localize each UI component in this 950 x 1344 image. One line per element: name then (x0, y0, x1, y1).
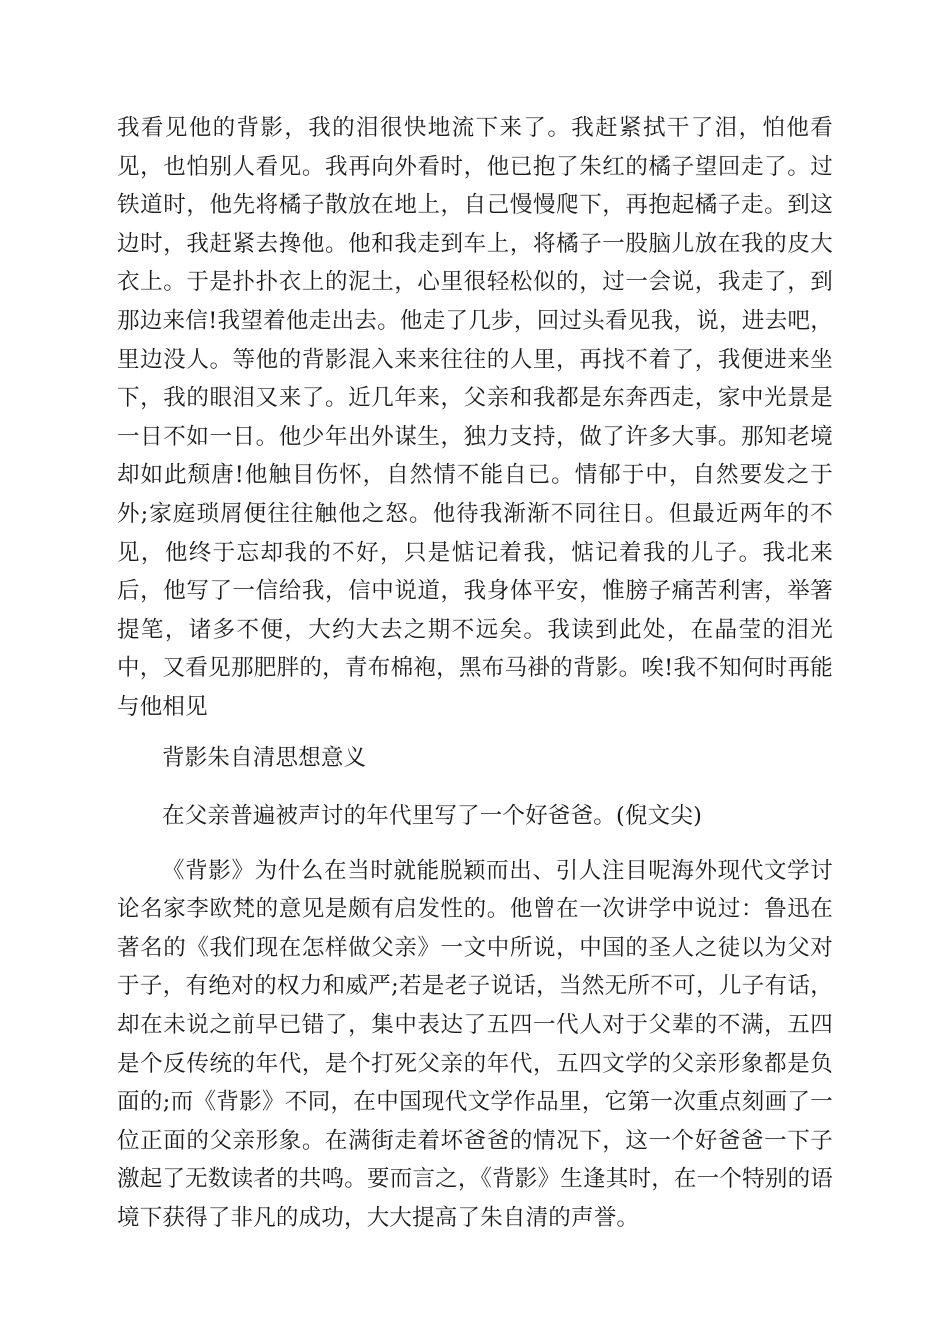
section-heading: 背影朱自清思想意义 (162, 744, 367, 771)
document-page (117, 109, 833, 1238)
body-paragraph-analysis: 《背影》为什么在当时就能脱颖而出、引人注目呢海外现代文学讨论名家李欧梵的意见是颇有启发性的。他曾在一次讲学中说过：鲁迅在著名的《我们现在怎样做父亲》一文中所说，中国的圣人之徒以为父对于子，有绝对的权力和威严;若是老子说话，当然无所不可，儿子有话，却在未说之前早已错了，集中表达了五四一代人对于父辈的不满，五四是个反传统的年代，是个打死父亲的年代，五四文学的父亲形象都是负面的;而《背影》不同，在中国现代文学作品里，它第一次重点刻画了一位正面的父亲形象。在满街走着坏爸爸的情况下，这一个好爸爸一下子激起了无数读者的共鸣。要而言之，《背影》生逢其时，在一个特别的语境下获得了非凡的成功，大大提高了朱自清的声誉。 (117, 857, 833, 1232)
body-paragraph-story: 我看见他的背影，我的泪很快地流下来了。我赶紧拭干了泪，怕他看见，也怕别人看见。我再向外看时，他已抱了朱红的橘子望回走了。过铁道时，他先将橘子散放在地上，自己慢慢爬下，再抱起橘子走。到这边时，我赶紧去搀他。他和我走到车上，将橘子一股脑儿放在我的皮大衣上。于是扑扑衣上的泥土，心里很轻松似的，过一会说，我走了，到那边来信!我望着他走出去。他走了几步，回过头看见我，说，进去吧，里边没人。等他的背影混入来来往往的人里，再找不着了，我便进来坐下，我的眼泪又来了。近几年来，父亲和我都是东奔西走，家中光景是一日不如一日。他少年出外谋生，独力支持，做了许多大事。那知老境却如此颓唐!他触目伤怀，自然情不能自已。情郁于中，自然要发之于外;家庭琐屑便往往触他之怒。他待我渐渐不同往日。但最近两年的不见，他终于忘却我的不好，只是惦记着我，惦记着我的儿子。我北来后，他写了一信给我，信中说道，我身体平安，惟膀子痛苦利害，举箸提笔，诸多不便，大约大去之期不远矣。我读到此处，在晶莹的泪光中，又看见那肥胖的，青布棉袍，黑布马褂的背影。唉!我不知何时再能与他相见 (117, 115, 833, 720)
quote-paragraph: 在父亲普遍被声讨的年代里写了一个好爸爸。(倪文尖) (162, 803, 703, 830)
